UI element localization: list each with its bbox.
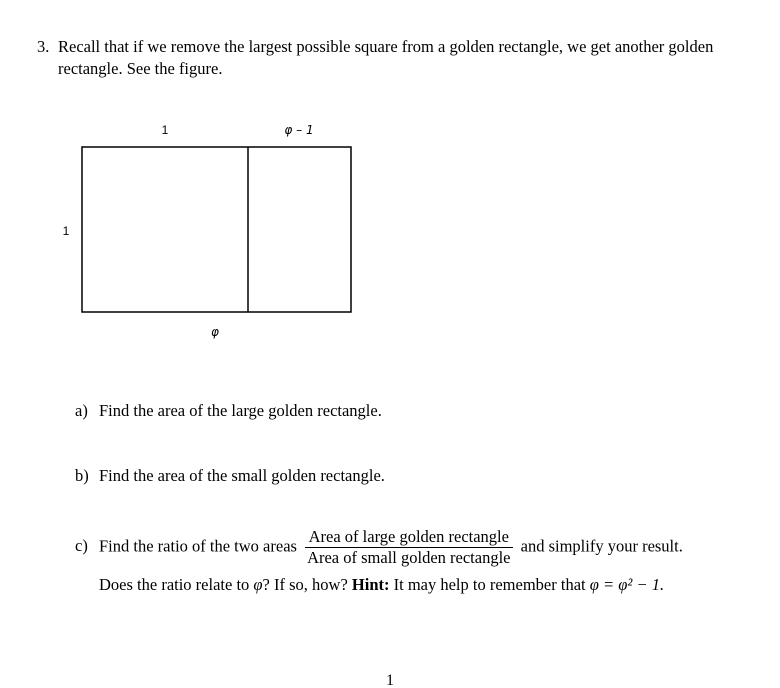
large-golden-rectangle — [82, 147, 351, 312]
part-c-line1 — [75, 527, 683, 568]
part-b-text: Find the area of the small golden rectangle. — [99, 466, 385, 485]
part-a-text: Find the area of the large golden rectangle. — [99, 401, 382, 420]
part-c-letter: c) — [75, 536, 88, 556]
part-c-line2-mid: ? If so, how? — [262, 575, 348, 594]
part-c-text-before: Find the ratio of the two areas — [99, 536, 297, 556]
label-top-right: φ – 1 — [284, 123, 314, 137]
part-c-text-after: and simplify your result. — [520, 536, 683, 556]
fraction-denominator: Area of small golden rectangle — [307, 548, 511, 567]
part-c-line2-before: Does the ratio relate to — [99, 575, 250, 594]
part-b — [75, 465, 385, 487]
hint-text: It may help to remember that — [393, 575, 586, 594]
part-a-letter: a) — [75, 401, 88, 420]
problem-text: Recall that if we remove the largest possible square from a golden rectangle, we get another golden rectangle. See the figure. — [58, 37, 714, 78]
label-left-side: 1 — [62, 224, 70, 238]
label-bottom: φ — [211, 325, 219, 339]
phi-symbol: φ — [253, 575, 263, 594]
hint-equation: φ = φ² − 1. — [589, 575, 665, 594]
fraction-numerator: Area of large golden rectangle — [308, 527, 509, 546]
problem-number: 3. — [37, 37, 50, 56]
hint-label: Hint: — [351, 575, 390, 594]
part-b-letter: b) — [75, 466, 89, 485]
label-top-left: 1 — [161, 123, 169, 137]
part-a — [75, 400, 382, 422]
area-ratio-fraction — [305, 527, 512, 568]
part-c-line2 — [99, 574, 664, 596]
page-number: 1 — [386, 672, 394, 688]
